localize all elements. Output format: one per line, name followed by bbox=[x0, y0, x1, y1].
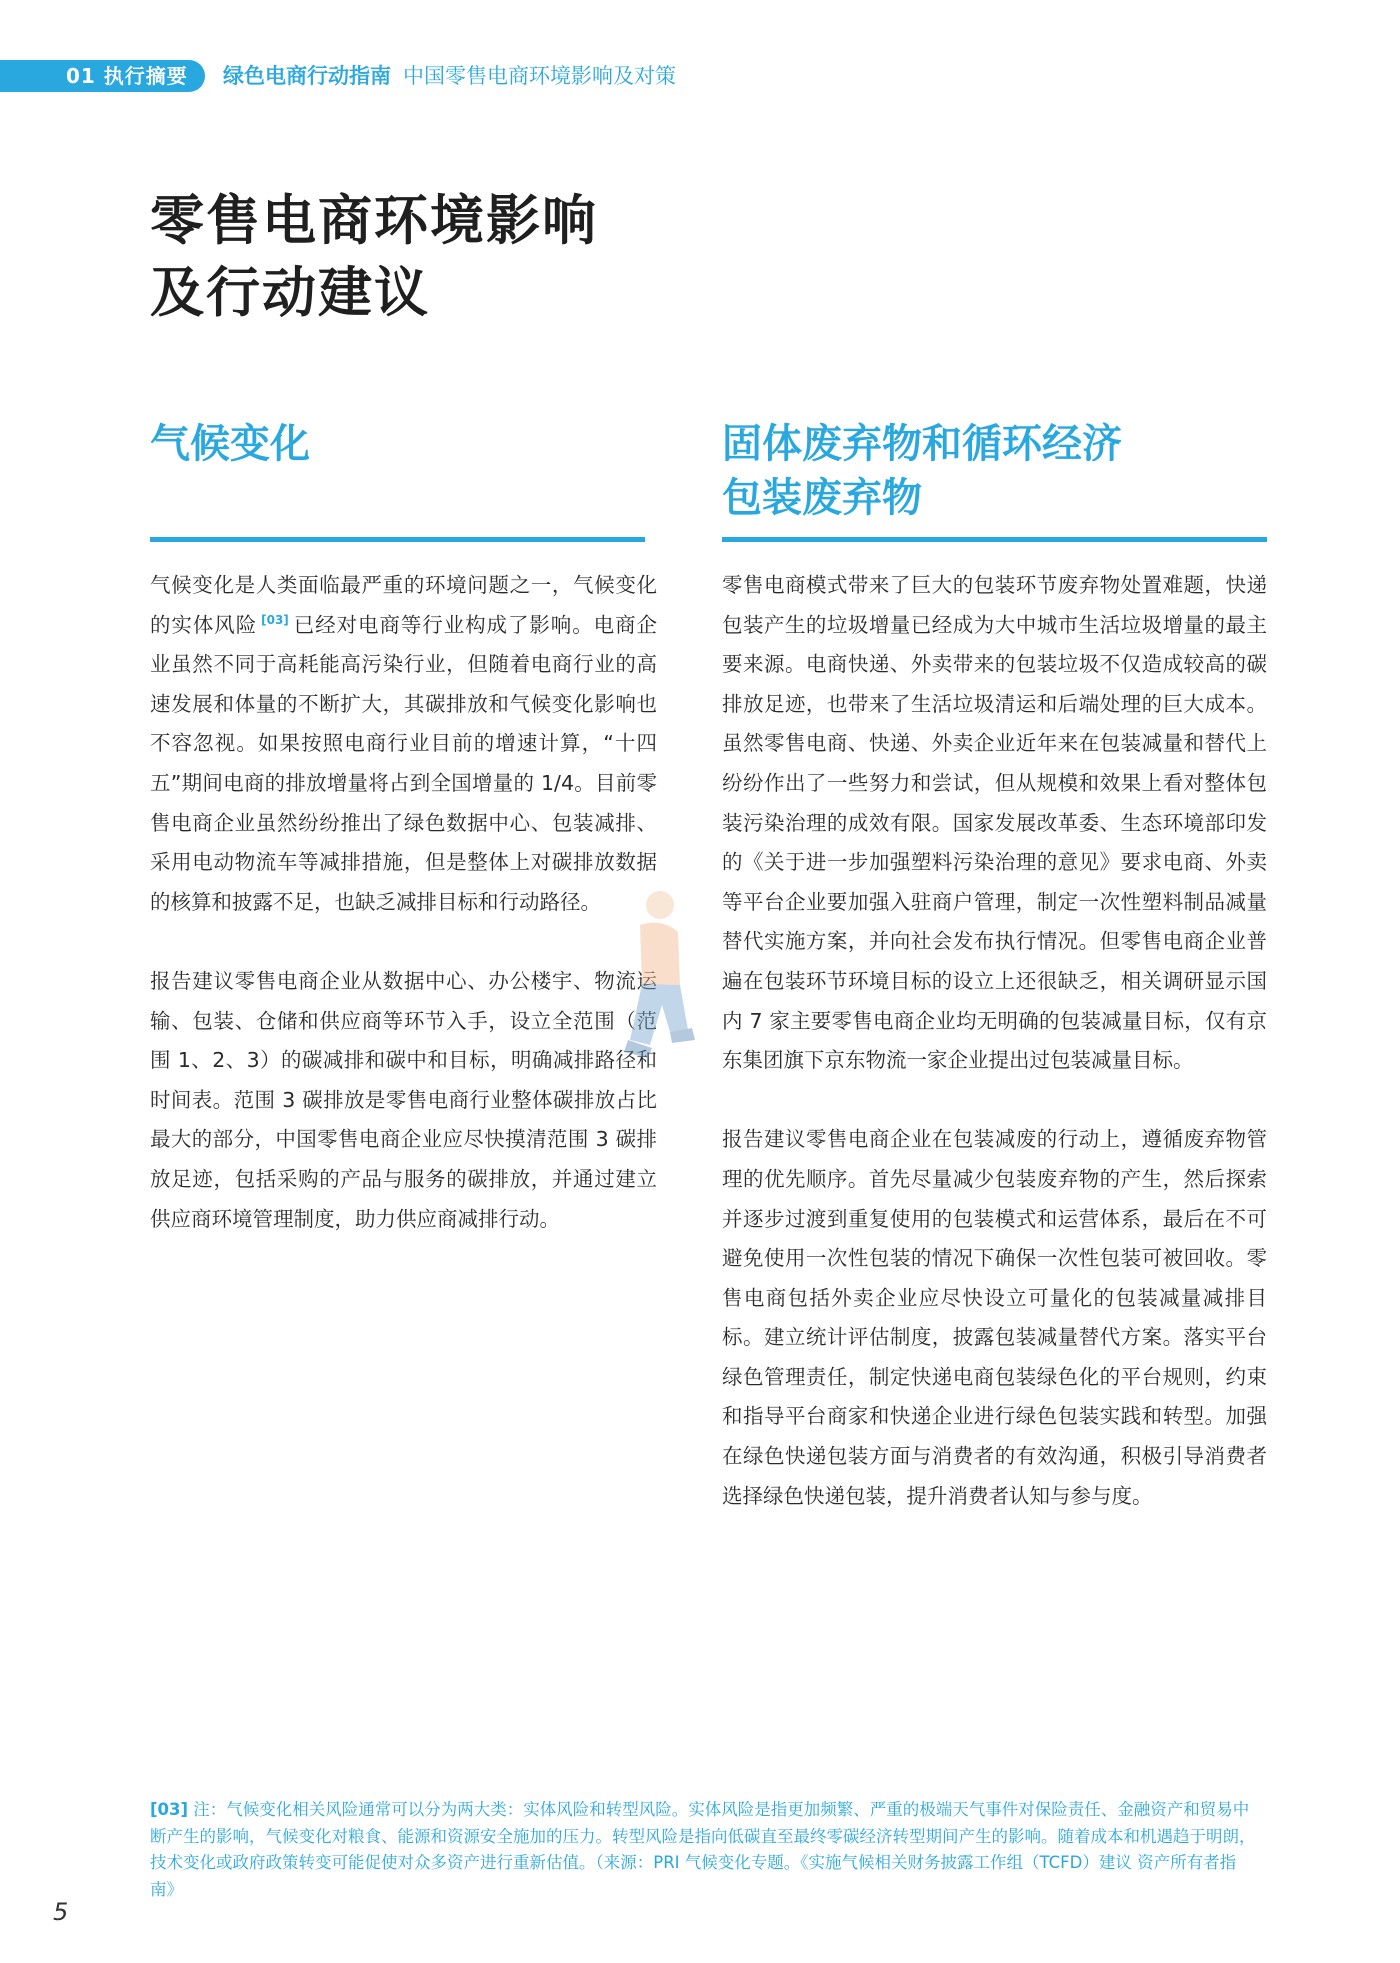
left-paragraph-1 bbox=[150, 566, 657, 922]
footnote bbox=[150, 1797, 1260, 1903]
right-column-heading bbox=[722, 417, 1122, 525]
left-column-body bbox=[150, 566, 657, 1239]
series-title: 绿色电商行动指南 bbox=[223, 64, 391, 88]
left-paragraph-1-part-b: 已经对电商等行业构成了影响。电商企业虽然不同于高耗能高污染行业，但随着电商行业的高速发展和体量的不断扩大，其碳排放和气候变化影响也不容忽视。如果按照电商行业目前的增速计算，“十四五”期间电商的排放增量将占到全国增量的 1/4。目前零售电商企业虽然纷纷推出了绿色数据中心、包装减排、采用电动物流车等减排措施，但是整体上对碳排放数据的核算和披露不足，也缺乏减排目标和行动路径。 bbox=[150, 612, 658, 914]
left-column-divider bbox=[150, 537, 645, 542]
right-heading-line1: 固体废弃物和循环经济 bbox=[722, 421, 1122, 467]
footnote-reference[interactable]: [03] bbox=[261, 612, 289, 627]
right-column-body bbox=[722, 566, 1267, 1516]
runner-illustration-icon bbox=[600, 880, 710, 1080]
right-column-divider bbox=[722, 537, 1267, 542]
page-title-line2: 及行动建议 bbox=[150, 261, 430, 324]
page-title-line1: 零售电商环境影响 bbox=[150, 189, 598, 252]
right-paragraph-2: 报告建议零售电商企业在包装减废的行动上，遵循废弃物管理的优先顺序。首先尽量减少包装废弃物的产生，然后探索并逐步过渡到重复使用的包装模式和运营体系，最后在不可避免使用一次性包装的情况下确保一次性包装可被回收。零售电商包括外卖企业应尽快设立可量化的包装减量减排目标。建立统计评估制度，披露包装减量替代方案。落实平台绿色管理责任，制定快递电商包装绿色化的平台规则，约束和指导平台商家和快递企业进行绿色包装实践和转型。加强在绿色快递包装方面与消费者的有效沟通，积极引导消费者选择绿色快递包装，提升消费者认知与参与度。 bbox=[722, 1127, 1267, 1508]
footnote-text: 注：气候变化相关风险通常可以分为两大类：实体风险和转型风险。实体风险是指更加频繁、严重的极端天气事件对保险责任、金融资产和贸易中断产生的影响，气候变化对粮食、能源和资源安全施加的压力。转型风险是指向低碳直至最终零碳经济转型期间产生的影响。随着成本和机遇趋于明朗，技术变化或政府政策转变可能促使对众多资产进行重新估值。（来源：PRI 气候变化专题。《实施气候相关财务披露工作组（TCFD）建议 资产所有者指南》 bbox=[150, 1800, 1256, 1899]
section-tag: 01 执行摘要 bbox=[0, 60, 205, 92]
left-paragraph-2: 报告建议零售电商企业从数据中心、办公楼宇、物流运输、包装、仓储和供应商等环节入手，设立全范围（范围 1、2、3）的碳减排和碳中和目标，明确减排路径和时间表。范围 3 碳排放是零售电商行业整体碳排放占比最大的部分，中国零售电商企业应尽快摸清范围 3 碳排放足迹，包括采购的产品与服务的碳排放，并通过建立供应商环境管理制度，助力供应商减排行动。 bbox=[150, 968, 657, 1231]
left-paragraph-1-part-a: 气候变化是人类面临最严重的环境问题之一，气候变化的实体风险 bbox=[150, 573, 657, 637]
left-column-heading: 气候变化 bbox=[150, 421, 310, 467]
document-subtitle: 中国零售电商环境影响及对策 bbox=[403, 64, 676, 88]
right-paragraph-1: 零售电商模式带来了巨大的包装环节废弃物处置难题，快递包装产生的垃圾增量已经成为大中城市生活垃圾增量的最主要来源。电商快递、外卖带来的包装垃圾不仅造成较高的碳排放足迹，也带来了生活垃圾清运和后端处理的巨大成本。虽然零售电商、快递、外卖企业近年来在包装减量和替代上纷纷作出了一些努力和尝试，但从规模和效果上看对整体包装污染治理的成效有限。国家发展改革委、生态环境部印发的《关于进一步加强塑料污染治理的意见》要求电商、外卖等平台企业要加强入驻商户管理，制定一次性塑料制品减量替代实施方案，并向社会发布执行情况。但零售电商企业普遍在包装环节环境目标的设立上还很缺乏，相关调研显示国内 7 家主要零售电商企业均无明确的包装减量目标，仅有京东集团旗下京东物流一家企业提出过包装减量目标。 bbox=[722, 573, 1267, 1073]
page-number: 5 bbox=[53, 1898, 69, 1926]
page-title bbox=[150, 185, 598, 329]
right-heading-line2: 包装废弃物 bbox=[722, 475, 922, 521]
footnote-id: [03] bbox=[150, 1800, 189, 1819]
